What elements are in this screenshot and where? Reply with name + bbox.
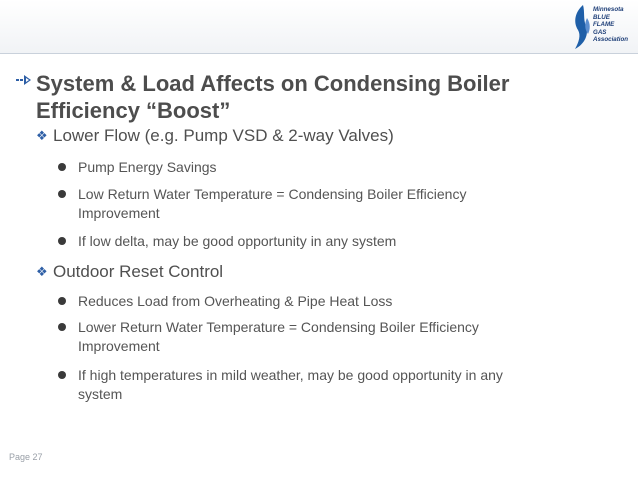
- bullet-dot-icon: [58, 323, 66, 331]
- header-band: [0, 0, 638, 53]
- section-heading-text: Outdoor Reset Control: [53, 262, 224, 281]
- bullet-dot-icon: [58, 297, 66, 305]
- bullet-text: If high temperatures in mild weather, may be good opportunity in any system: [78, 367, 503, 402]
- diamond-bullet-icon: ❖: [36, 128, 48, 143]
- bullet-text: Low Return Water Temperature = Condensing Boiler Efficiency Improvement: [78, 186, 467, 221]
- logo-line: FLAME: [593, 21, 615, 29]
- bullet-dot-icon: [58, 190, 66, 198]
- page-number: Page 27: [9, 452, 43, 462]
- logo-line: GAS: [593, 28, 607, 36]
- header-divider: [0, 53, 638, 54]
- diamond-bullet-icon: ❖: [36, 264, 48, 279]
- flame-icon: [569, 4, 595, 50]
- association-logo: [569, 4, 635, 50]
- logo-line: Minnesota: [593, 6, 624, 13]
- logo-text: [593, 6, 628, 44]
- section-heading: [36, 126, 394, 146]
- logo-line: BLUE: [593, 13, 610, 21]
- bullet-dot-icon: [58, 163, 66, 171]
- section-heading: [36, 262, 223, 282]
- logo-line: Association: [593, 36, 629, 44]
- bullet-text: Reduces Load from Overheating & Pipe Heat Loss: [78, 293, 393, 309]
- section-heading-text: Lower Flow (e.g. Pump VSD & 2-way Valves): [53, 126, 394, 145]
- bullet-dot-icon: [58, 237, 66, 245]
- bullet-text: Pump Energy Savings: [78, 159, 217, 175]
- slide-title: System & Load Affects on Condensing Boiler Efficiency “Boost”: [36, 71, 510, 123]
- arrow-bullet-icon: [16, 74, 32, 86]
- bullet-dot-icon: [58, 371, 66, 379]
- bullet-text: Lower Return Water Temperature = Condensing Boiler Efficiency Improvement: [78, 319, 479, 354]
- bullet-text: If low delta, may be good opportunity in any system: [78, 233, 397, 249]
